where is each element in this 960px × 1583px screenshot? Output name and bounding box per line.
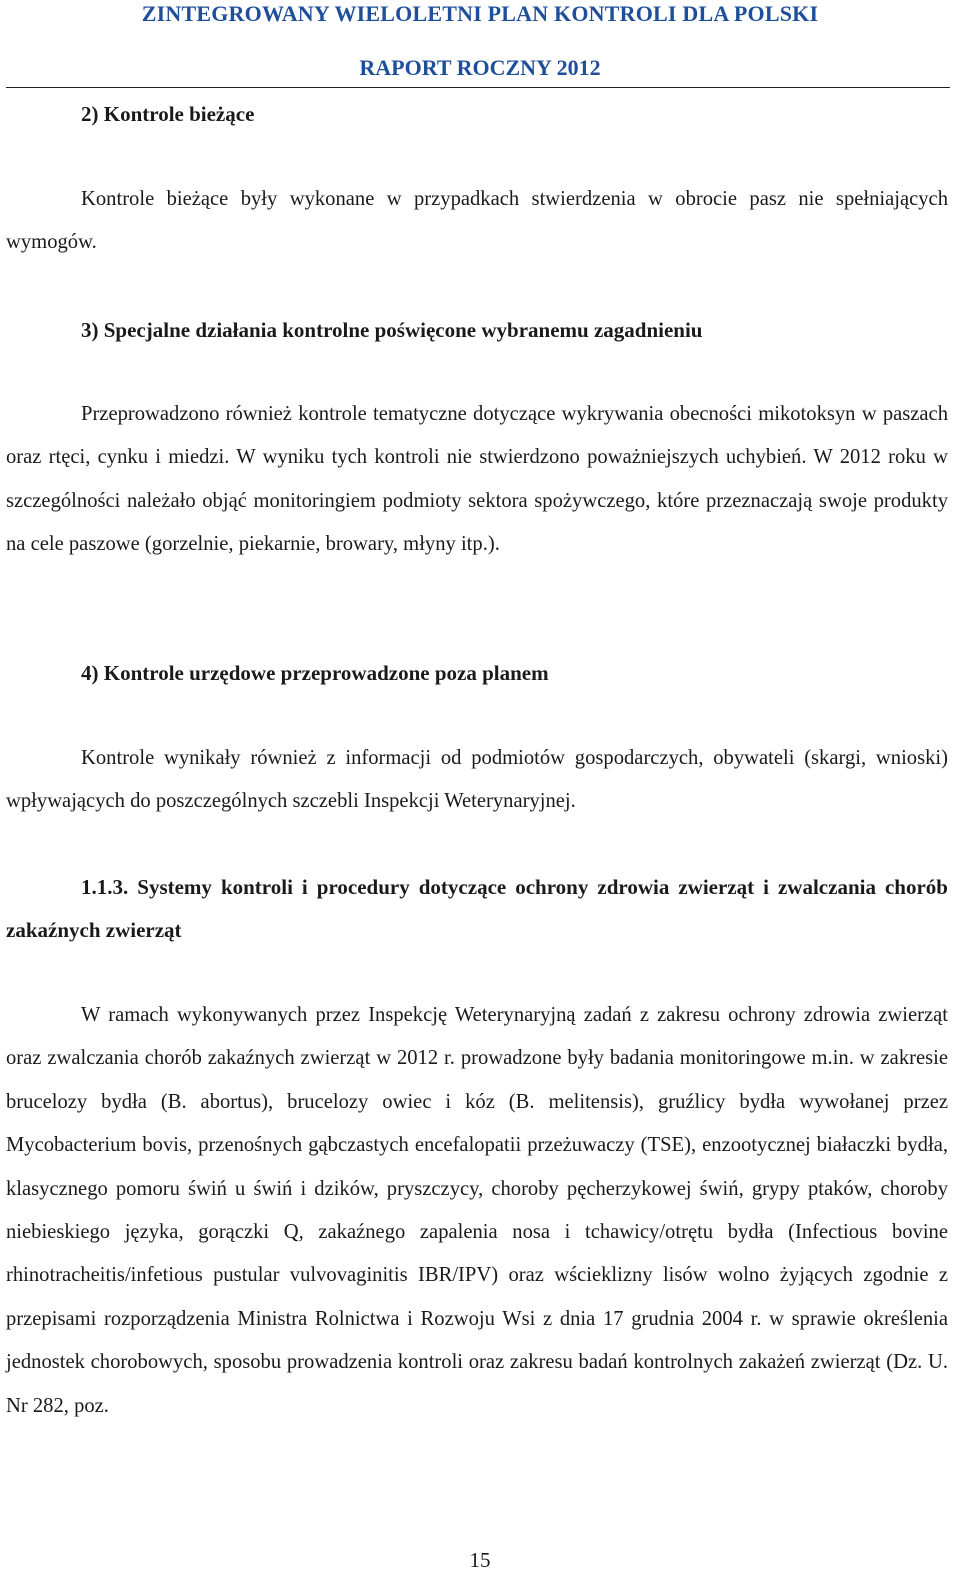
section-1-1-3-heading: 1.1.3. Systemy kontroli i procedury dotyczące ochrony zdrowia zwierząt i zwalczania chorób zakaźnych zwierząt: [6, 875, 948, 942]
section-3-heading: 3) Specjalne działania kontrolne poświęcone wybranemu zagadnieniu: [81, 318, 703, 342]
header-divider: [6, 87, 950, 88]
section-2-heading: 2) Kontrole bieżące: [81, 102, 255, 126]
section-1-1-3-paragraph: W ramach wykonywanych przez Inspekcję Weterynaryjną zadań z zakresu ochrony zdrowia zwierząt oraz zwalczania chorób zakaźnych zwierząt w 2012 r. prowadzone były badania monitoringowe m.in. w zakresie brucelozy bydła (B. abortus), brucelozy owiec i kóz (B. melitensis), gruźlicy bydła wywołanej przez Mycobacterium bovis, przenośnych gąbczastych encefalopatii przeżuwaczy (TSE), enzootycznej białaczki bydła, klasycznego pomoru świń u świń i dzików, pryszczycy, choroby pęcherzykowej świń, grypy ptaków, choroby niebieskiego języka, gorączki Q, zakaźnego zapalenia nosa i tchawicy/otrętu bydła (Infectious bovine rhinotracheitis/infetious pustular vulvovaginitis IBR/IPV) oraz wścieklizny lisów wolno żyjących zgodnie z przepisami rozporządzenia Ministra Rolnictwa i Rozwoju Wsi z dnia 17 grudnia 2004 r. w sprawie określenia jednostek chorobowych, sposobu prowadzenia kontroli oraz zakresu badań kontrolnych zakażeń zwierząt (Dz. U. Nr 282, poz.: [6, 1004, 948, 1417]
page-header-subtitle: RAPORT ROCZNY 2012: [359, 55, 601, 80]
section-4-heading: 4) Kontrole urzędowe przeprowadzone poza planem: [81, 661, 549, 685]
section-3-paragraph: Przeprowadzono również kontrole tematyczne dotyczące wykrywania obecności mikotoksyn w paszach oraz rtęci, cynku i miedzi. W wyniku tych kontroli nie stwierdzono poważniejszych uchybień. W 2012 roku w szczególności należało objąć monitoringiem podmioty sektora spożywczego, które przeznaczają swoje produkty na cele paszowe (gorzelnie, piekarnie, browary, młyny itp.).: [6, 403, 948, 556]
page-header-title: ZINTEGROWANY WIELOLETNI PLAN KONTROLI DLA POLSKI: [141, 1, 819, 26]
page-number: 15: [469, 1548, 491, 1572]
section-2-paragraph: Kontrole bieżące były wykonane w przypadkach stwierdzenia w obrocie pasz nie spełniających wymogów.: [6, 188, 948, 254]
section-4-paragraph: Kontrole wynikały również z informacji od podmiotów gospodarczych, obywateli (skargi, wnioski) wpływających do poszczególnych szczebli Inspekcji Weterynaryjnej.: [6, 747, 948, 813]
